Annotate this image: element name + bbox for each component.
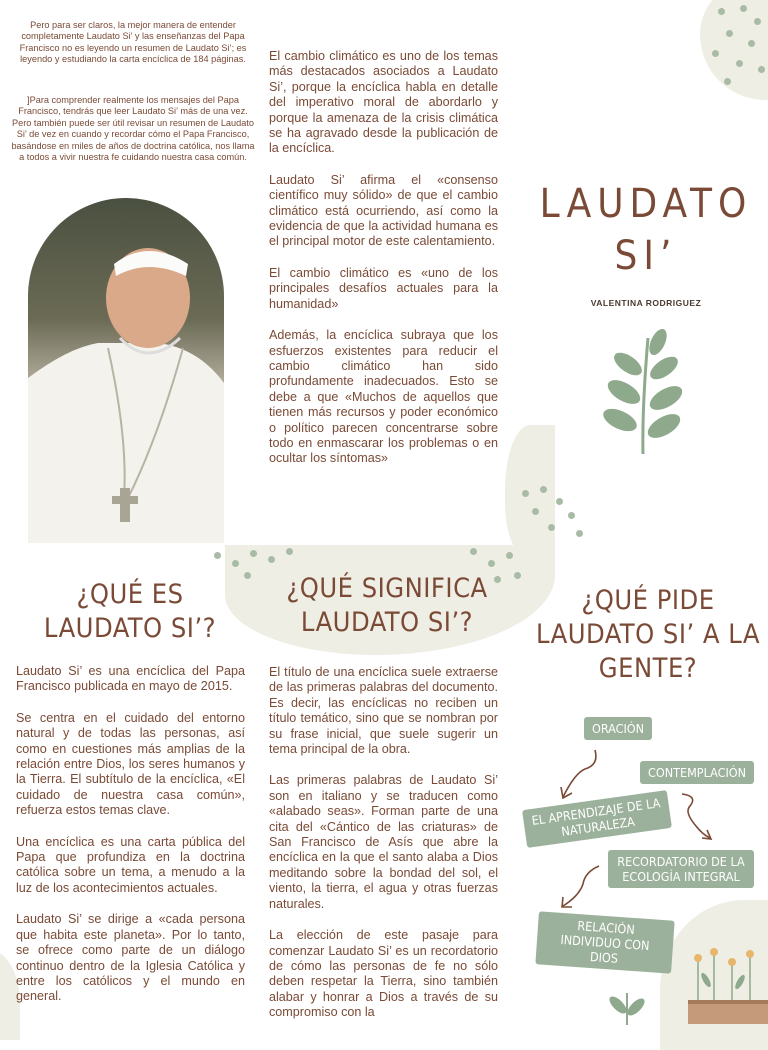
- heading-que-pide-line-3: GENTE?: [598, 653, 698, 684]
- intro-paragraph-2: ]Para comprender realmente los mensajes del Papa Francisco, tendrás que leer Laudato Si’ más de una vez. Pero también puede ser útil revisar un resumen de Laudato Si’ de vez en cuando y recordar cómo el Papa Francisco, basándose en miles de años de doctrina católica, nos llama a todos a vivir nuestra fe cuidando nuestra casa común.: [11, 95, 255, 163]
- heading-que-es-line-2: LAUDATO SI’?: [43, 613, 217, 644]
- heading-que-significa-line-1: ¿QUÉ SIGNIFICA: [286, 573, 488, 604]
- intro-paragraph-1: Pero para ser claros, la mejor manera de entender completamente Laudato Si’ y las enseñanzas del Papa Francisco no es leyendo un resumen de Laudato Si’; es leyendo y estudiando la carta encíclica de 184 páginas.: [19, 20, 247, 65]
- heading-que-es: [10, 578, 250, 646]
- climate-paragraph-3: El cambio climático es «uno de los principales desafíos actuales para la humanidad»: [269, 265, 498, 311]
- climate-paragraph-4: Además, la encíclica subraya que los esfuerzos existentes para reducir el cambio climático han sido profundamente inadecuados. Esto se debe a que «Muchos de aquellos que tienen más recursos y poder económico o político parecen concentrarse sobre todo en enmascarar los problemas o en ocultar los síntomas»: [269, 328, 498, 466]
- que-significa-paragraph-3: La elección de este pasaje para comenzar Laudato Si’ es un recordatorio de cómo las personas de fe no sólo deben respetar la Tierra, sino también alabar y honrar a Dios a través de su compromiso con la: [269, 928, 498, 1020]
- que-significa-section: [269, 665, 498, 1037]
- que-es-paragraph-1: Laudato Si’ es una encíclica del Papa Francisco publicada en mayo de 2015.: [16, 664, 245, 694]
- climate-paragraph-1: El cambio climático es uno de los temas más destacados asociados a Laudato Si’, porque la encíclica habla en detalle del imperativo moral de abordarlo y porque la amenaza de la crisis climática se ha agravado desde la publicación de la encíclica.: [269, 49, 498, 156]
- heading-que-pide-line-1: ¿QUÉ PIDE: [581, 585, 715, 616]
- decor-blob-top-right: [700, 0, 768, 100]
- que-es-paragraph-3: Una encíclica es una carta pública del Papa que profundiza en la doctrina católica sobre un tema, a menudo a la luz de los acontecimientos actuales.: [16, 834, 245, 895]
- small-leaf-icon: [602, 985, 652, 1025]
- cover-title-line-2: SI’: [614, 233, 678, 279]
- heading-que-significa-line-2: LAUDATO SI’?: [300, 607, 474, 638]
- arrow-icon-2: [670, 790, 720, 845]
- cover-title: [530, 178, 762, 282]
- climate-paragraph-2: Laudato Si’ afirma el «consenso científico muy sólido» de que el cambio climático está ocurriendo, así como la evidencia de que la actividad humana es el principal motor de este calentamiento.: [269, 172, 498, 249]
- climate-section: [269, 49, 498, 483]
- tag-aprendizaje: EL APRENDIZAJE DE LA NATURALEZA: [522, 790, 672, 848]
- arrow-icon-1: [555, 745, 605, 805]
- heading-que-significa: [262, 572, 512, 640]
- pope-photo: [28, 198, 224, 543]
- heading-que-pide: [528, 584, 768, 686]
- tag-oracion: ORACIÓN: [584, 717, 652, 740]
- que-significa-paragraph-2: Las primeras palabras de Laudato Si’ son en italiano y se traducen como «alabado seas». Forman parte de una cita del «Cántico de las criaturas» de San Francisco de Asís que abre la encíclica en la que el santo alaba a Dios meditando sobre la bondad del sol, el viento, la tierra, el agua y otras fuerzas naturales.: [269, 773, 498, 911]
- pope-illustration: [28, 198, 224, 543]
- leaf-branch-icon: [598, 328, 688, 456]
- author-name: VALENTINA RODRIGUEZ: [590, 298, 702, 308]
- tag-recordatorio: RECORDATORIO DE LA ECOLOGÍA INTEGRAL: [608, 850, 754, 888]
- decor-blob-mid-right: [505, 425, 555, 555]
- que-significa-paragraph-1: El título de una encíclica suele extraerse de las primeras palabras del documento. Es decir, las encíclicas no reciben un título temático, sino que se nombran por su frase inicial, que suele sugerir un tema principal de la obra.: [269, 665, 498, 757]
- que-es-paragraph-2: Se centra en el cuidado del entorno natural y de todas las personas, así como en cuestiones más amplias de la relación entre Dios, los seres humanos y la Tierra. El subtítulo de la encíclica, «El cuidado de nuestra casa común», refuerza estos temas clave.: [16, 710, 245, 818]
- heading-que-es-line-1: ¿QUÉ ES: [76, 579, 184, 610]
- flower-pot-icon: [688, 940, 768, 1024]
- que-es-paragraph-4: Laudato Si’ se dirige a «cada persona que habita este planeta». Por lo tanto, se ofrece como parte de un diálogo continuo dentro de la Iglesia Católica y entre los católicos y el mundo en general.: [16, 912, 245, 1004]
- cover-title-line-1: LAUDATO: [539, 181, 753, 227]
- tag-contemplacion: CONTEMPLACIÓN: [640, 761, 754, 784]
- que-es-section: [16, 664, 245, 1021]
- tag-relacion: RELACIÓN INDIVIDUO CON DIOS: [535, 911, 674, 973]
- heading-que-pide-line-2: LAUDATO SI’ A LA: [535, 619, 761, 650]
- arrow-icon-3: [555, 862, 605, 912]
